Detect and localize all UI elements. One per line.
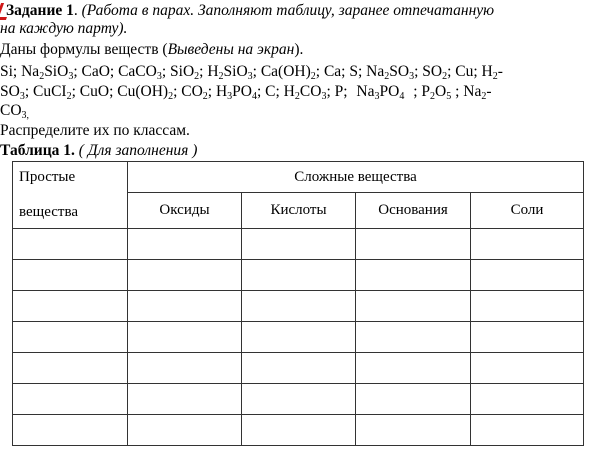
table-header-row xyxy=(13,162,584,193)
table-caption xyxy=(0,141,197,160)
table-cell[interactable] xyxy=(128,229,242,260)
table-caption-bold: Таблица 1. xyxy=(0,142,75,159)
formula-line-2: $SO_3$; CuCI$_2$; CuO; $Cu(OH)_2$; $CO_2$; $H_3PO_4$; C; $H_2CO_3$; P; $Na_3PO_4$ ; $P_2O_5$ ; $Na_2-$ xyxy=(0,83,492,102)
table-caption-italic: ( Для заполнения ) xyxy=(74,142,198,159)
task-instruction-1: (Работа в парах. Заполняют таблицу, заранее отпечатанную xyxy=(81,2,495,19)
table-cell[interactable] xyxy=(471,353,584,384)
table-cell[interactable] xyxy=(128,291,242,322)
given-suffix: ). xyxy=(294,41,304,58)
table-cell[interactable] xyxy=(13,260,128,291)
table-cell[interactable] xyxy=(242,384,356,415)
table-cell[interactable] xyxy=(128,415,242,446)
table-cell[interactable] xyxy=(13,415,128,446)
table-cell[interactable] xyxy=(242,415,356,446)
table-cell[interactable] xyxy=(471,291,584,322)
table-cell[interactable] xyxy=(356,384,471,415)
task-line-1 xyxy=(6,1,494,20)
table-cell[interactable] xyxy=(471,229,584,260)
given-prefix: Даны формулы веществ ( xyxy=(0,41,168,58)
table-cell[interactable] xyxy=(13,353,128,384)
column-salts: Соли xyxy=(471,193,584,229)
table-cell[interactable] xyxy=(242,260,356,291)
table-cell[interactable] xyxy=(128,322,242,353)
table-cell[interactable] xyxy=(242,229,356,260)
formula-line-1: Si; $Na_2SiO_3$; CaO; CaCO$_3$; SiO$_2$; $H_2SiO_3$; $Ca(OH)_2$; Ca; S; $Na_2SO_3$; $SO_2$; Cu; $H_2-$ xyxy=(0,63,503,82)
table-cell[interactable] xyxy=(13,291,128,322)
formula-line-3: $CO_{3,}$ xyxy=(0,102,30,121)
column-oxides: Оксиды xyxy=(128,193,242,229)
given-italic: Выведены на экран xyxy=(167,41,295,58)
table-row xyxy=(13,229,584,260)
task-label: Задание 1 xyxy=(6,2,74,19)
table-cell[interactable] xyxy=(356,353,471,384)
table-row xyxy=(13,384,584,415)
task-line-2 xyxy=(0,19,127,38)
table-cell[interactable] xyxy=(356,322,471,353)
simple-header-word-2: вещества xyxy=(19,204,78,220)
table-cell[interactable] xyxy=(128,260,242,291)
table-row xyxy=(13,415,584,446)
column-bases: Основания xyxy=(356,193,471,229)
table-body xyxy=(13,229,584,446)
table-cell[interactable] xyxy=(13,322,128,353)
task-instruction-2: на каждую парту). xyxy=(0,20,128,37)
table-cell[interactable] xyxy=(471,322,584,353)
table-cell[interactable] xyxy=(356,291,471,322)
complex-substances-header: Сложные вещества xyxy=(128,162,584,193)
distribute-text: Распределите их по классам. xyxy=(0,122,190,139)
column-acids: Кислоты xyxy=(242,193,356,229)
table-row xyxy=(13,291,584,322)
table-cell[interactable] xyxy=(471,384,584,415)
given-line xyxy=(0,40,303,59)
table-row xyxy=(13,322,584,353)
table-cell[interactable] xyxy=(128,353,242,384)
table-cell[interactable] xyxy=(471,415,584,446)
table-cell[interactable] xyxy=(242,322,356,353)
simple-substances-header xyxy=(13,162,128,229)
table-cell[interactable] xyxy=(242,291,356,322)
table-cell[interactable] xyxy=(471,260,584,291)
table-cell[interactable] xyxy=(356,415,471,446)
table-row xyxy=(13,353,584,384)
table-cell[interactable] xyxy=(242,353,356,384)
classification-table xyxy=(12,161,584,446)
task-label-separator: . xyxy=(73,2,82,19)
simple-header-word-1: Простые xyxy=(19,169,76,185)
table-cell[interactable] xyxy=(356,229,471,260)
table-row xyxy=(13,260,584,291)
table-cell[interactable] xyxy=(13,229,128,260)
table-cell[interactable] xyxy=(13,384,128,415)
table-cell[interactable] xyxy=(356,260,471,291)
table-cell[interactable] xyxy=(128,384,242,415)
